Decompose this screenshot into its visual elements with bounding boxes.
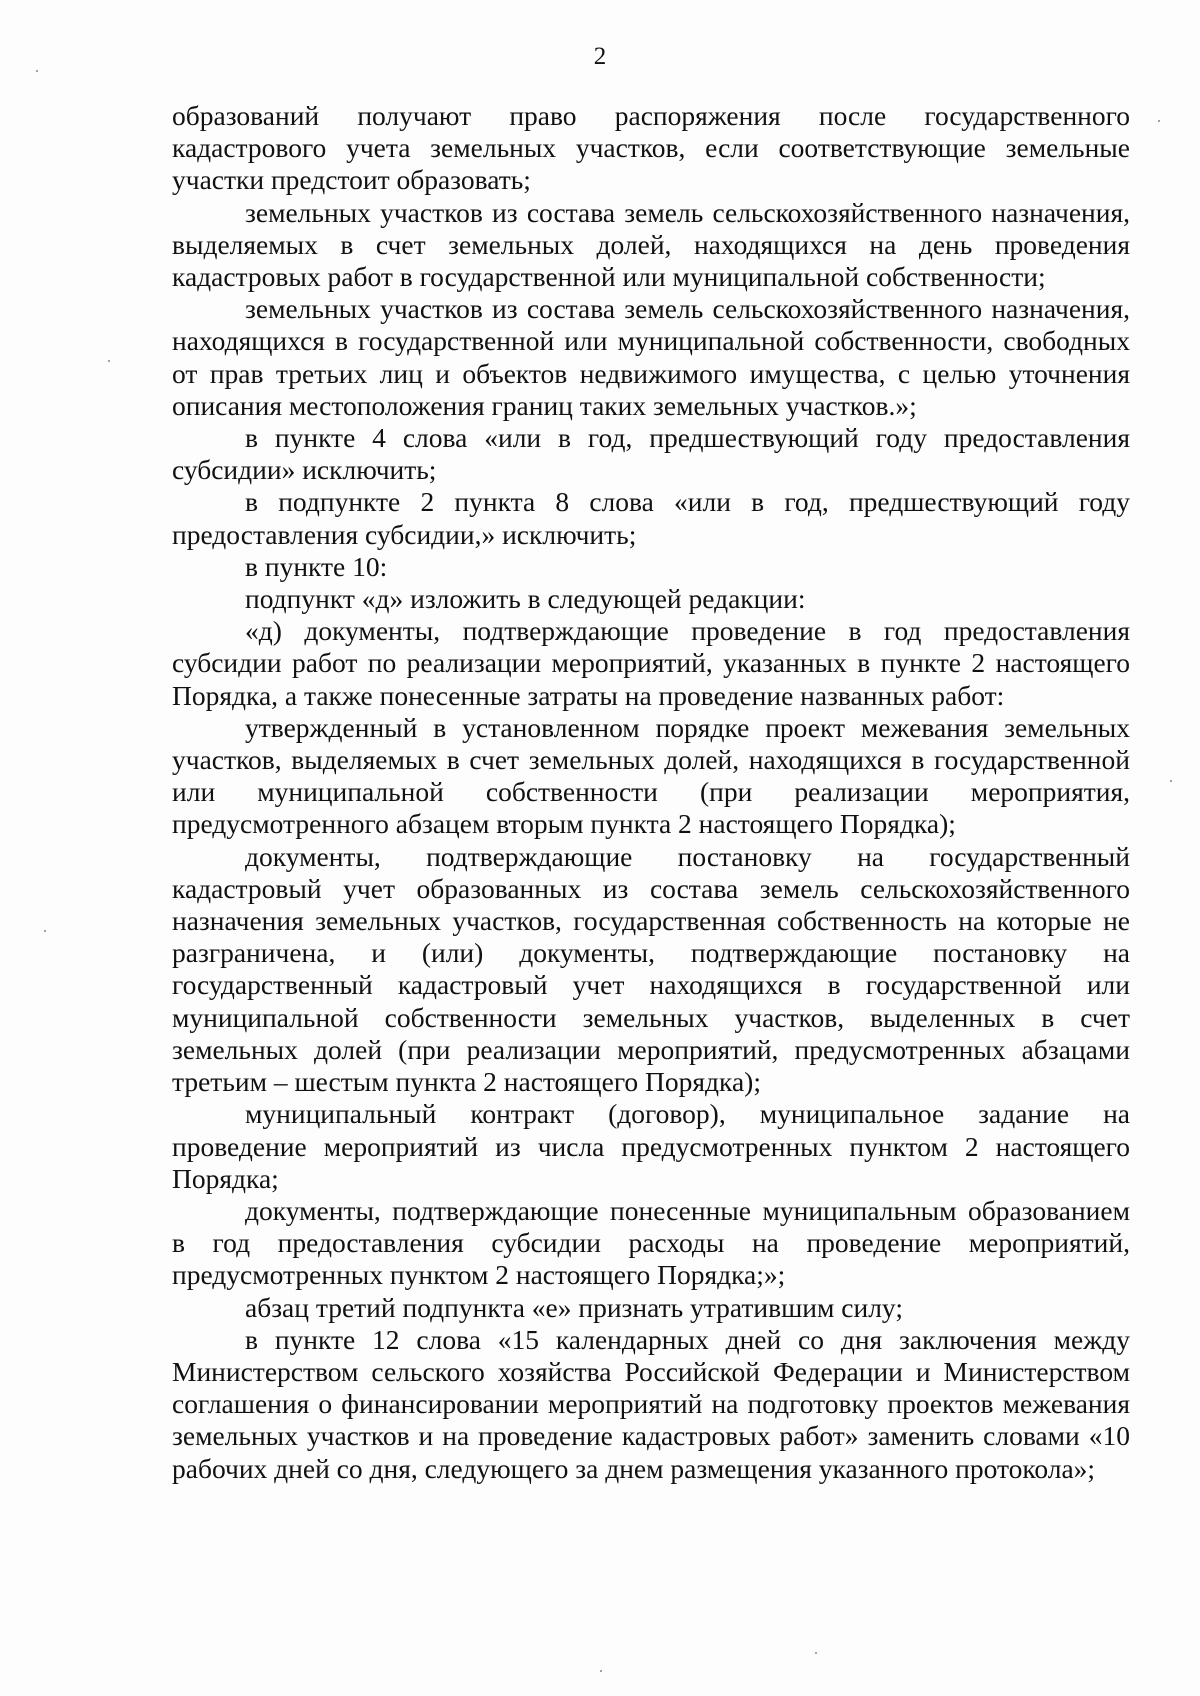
paragraph: земельных участков из состава земель сельскохозяйственного назначения, находящихся в государственной или муниципальной собственности, свободных от прав третьих лиц и объектов недвижимого имущества, с целью уточнения описания местоположения границ таких земельных участков.»; bbox=[172, 293, 1130, 421]
paragraph: подпункт «д» изложить в следующей редакции: bbox=[245, 583, 806, 615]
paragraph: в подпункте 2 пункта 8 слова «или в год, предшествующий году предоставления субсидии,» исключить; bbox=[172, 486, 1130, 550]
paragraph: «д) документы, подтверждающие проведение в год предоставления субсидии работ по реализации мероприятий, указанных в пункте 2 настоящего Порядка, а также понесенные затраты на проведение названных работ: bbox=[172, 615, 1130, 711]
scan-speck bbox=[108, 360, 110, 362]
scan-speck bbox=[815, 1652, 817, 1654]
paragraph: земельных участков из состава земель сельскохозяйственного назначения, выделяемых в счет земельных долей, находящихся на день проведения кадастровых работ в государственной или муниципальной собственности; bbox=[172, 196, 1130, 293]
scan-speck bbox=[600, 1670, 602, 1672]
paragraph: в пункте 10: bbox=[245, 550, 388, 582]
paragraph: утвержденный в установленном порядке проект межевания земельных участков, выделяемых в счет земельных долей, находящихся в государственной или муниципальной собственности (при реализации мероприятия, предусмотренного абзацем вторым пункта 2 настоящего Порядка); bbox=[172, 711, 1130, 840]
scan-speck bbox=[44, 930, 46, 932]
paragraph: абзац третий подпункта «е» признать утратившим силу; bbox=[245, 1291, 903, 1323]
paragraph: документы, подтверждающие понесенные муниципальным образованием в год предоставления субсидии расходы на проведение мероприятий, предусмотренных пунктом 2 настоящего Порядка;»; bbox=[172, 1194, 1130, 1291]
scan-speck bbox=[1158, 120, 1160, 122]
paragraph: документы, подтверждающие постановку на государственный кадастровый учет образованных из состава земель сельскохозяйственного назначения земельных участков, государственная собственность на которые не разграничена, и (или) документы, подтверждающие постановку на государственный кадастровый учет находящихся в государственной или муниципальной собственности земельных участков, выделенных в счет земельных долей (при реализации мероприятий, предусмотренных абзацами третьим – шестым пункта 2 настоящего Порядка); bbox=[172, 840, 1130, 1098]
paragraph: образований получают право распоряжения после государственного кадастрового учета земельных участков, если соответствующие земельные участки предстоит образовать; bbox=[172, 100, 1130, 196]
scan-speck bbox=[1170, 780, 1172, 782]
paragraph: муниципальный контракт (договор), муниципальное задание на проведение мероприятий из числа предусмотренных пунктом 2 настоящего Порядка; bbox=[172, 1098, 1130, 1194]
paragraph: в пункте 12 слова «15 календарных дней со дня заключения между Министерством сельского хозяйства Российской Федерации и Министерством соглашения о финансировании мероприятий на подготовку проектов межевания земельных участков и на проведение кадастровых работ» заменить словами «10 рабочих дней со дня, следующего за днем размещения указанного протокола»; bbox=[172, 1323, 1130, 1484]
paragraph: в пункте 4 слова «или в год, предшествующий году предоставления субсидии» исключить; bbox=[172, 422, 1130, 486]
document-body bbox=[172, 100, 1130, 1485]
page-number: 2 bbox=[593, 43, 607, 70]
scan-speck bbox=[36, 70, 38, 72]
